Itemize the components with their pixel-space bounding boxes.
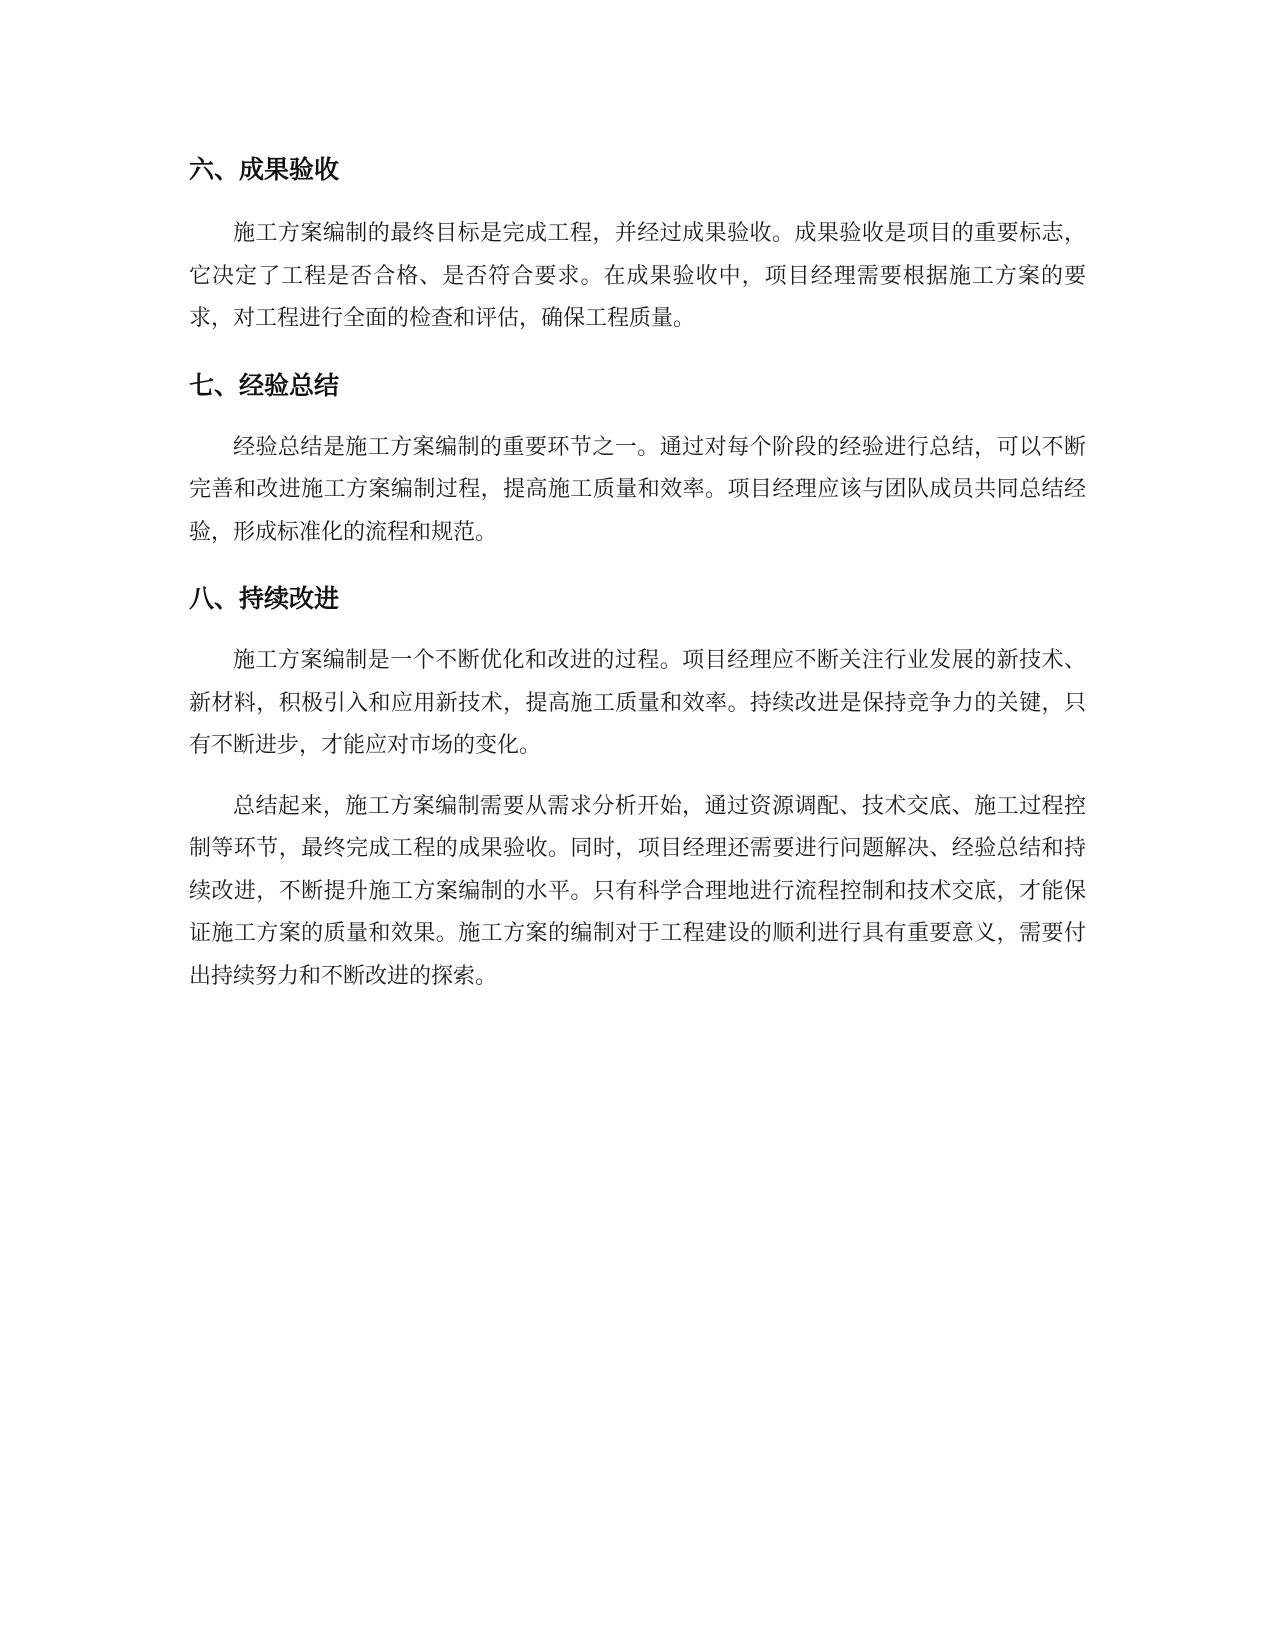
section-heading-continuous-improvement: 八、持续改进 [189, 584, 340, 613]
section-paragraph-experience-summary: 经验总结是施工方案编制的重要环节之一。通过对每个阶段的经验进行总结，可以不断完善和改进施工方案编制过程，提高施工质量和效率。项目经理应该与团队成员共同总结经验，形成标准化的流程和规范。 [189, 434, 1086, 545]
section-heading-acceptance: 六、成果验收 [189, 155, 340, 184]
section-paragraph-continuous-improvement: 施工方案编制是一个不断优化和改进的过程。项目经理应不断关注行业发展的新技术、新材料，积极引入和应用新技术，提高施工质量和效率。持续改进是保持竞争力的关键，只有不断进步，才能应对市场的变化。 [189, 648, 1086, 758]
conclusion-paragraph: 总结起来，施工方案编制需要从需求分析开始，通过资源调配、技术交底、施工过程控制等环节，最终完成工程的成果验收。同时，项目经理还需要进行问题解决、经验总结和持续改进，不断提升施工方案编制的水平。只有科学合理地进行流程控制和技术交底，才能保证施工方案的质量和效果。施工方案的编制对于工程建设的顺利进行具有重要意义，需要付出持续努力和不断改进的探索。 [189, 793, 1086, 989]
section-heading-experience-summary: 七、经验总结 [189, 370, 340, 400]
document-body [189, 140, 1086, 998]
section-paragraph-acceptance: 施工方案编制的最终目标是完成工程，并经过成果验收。成果验收是项目的重要标志，它决定了工程是否合格、是否符合要求。在成果验收中，项目经理需要根据施工方案的要求，对工程进行全面的检查和评估，确保工程质量。 [189, 221, 1086, 331]
